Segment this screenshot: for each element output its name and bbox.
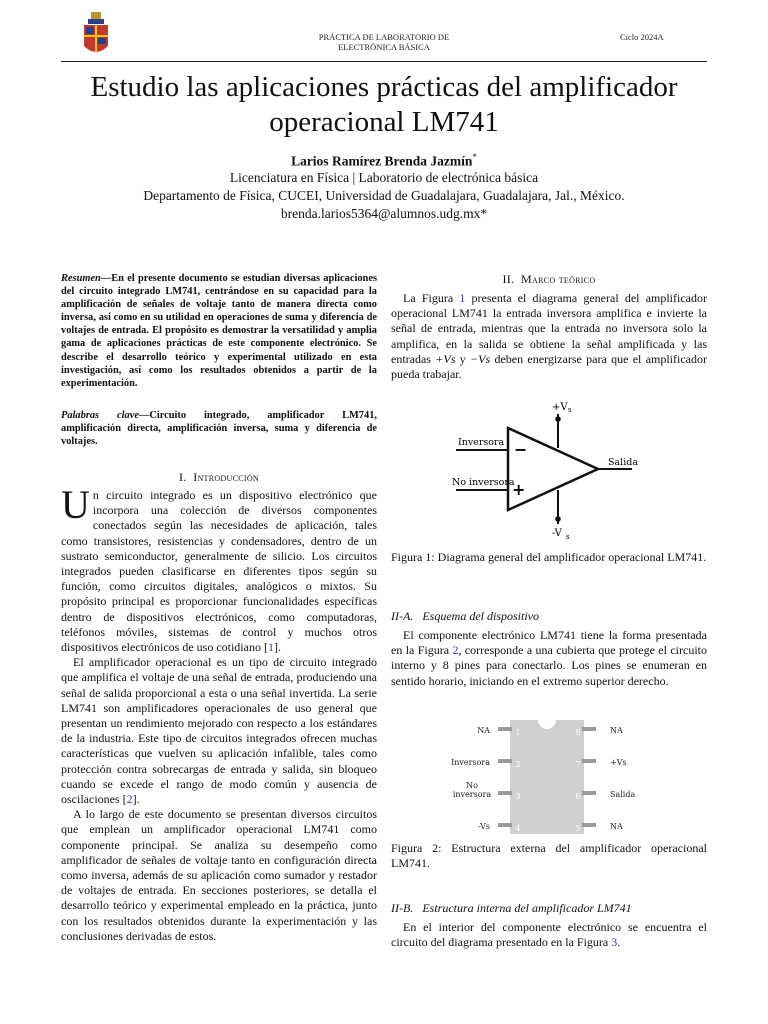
figure-link-1[interactable]: 1 — [459, 291, 466, 305]
theory-p1-c: deben energizarse para que el amplificador pueda trabajar. — [391, 351, 707, 382]
abstract-text: En el presente documento se estudian diversas aplicaciones del circuito integrado LM741, centrándose en su capacidad para la amplificación de señales de voltaje tanto de manera directa como inversa, así como en su utilidad en operaciones de suma y diferencia de voltajes de entrada. El propósito es demostrar la versatilidad y amplia gama de aplicaciones prácticas de este componente electrónico. Se describe el desarrollo teórico y experimental utilizado en esta investigación, así como los resultados obtenidos a partir de la experimentación. — [61, 273, 377, 389]
author-email: brenda.larios5364@alumnos.udg.mx* — [280, 206, 488, 221]
vs-top-subscript: s — [568, 406, 572, 414]
theory-p1-a: La Figura — [403, 291, 460, 305]
pin-label-right-5: NA — [610, 822, 623, 831]
keywords-text: Circuito integrado, amplificador LM741, amplificación directa, amplificación inversa, suma y diferencia de voltajes. — [61, 410, 377, 448]
vs-bottom-subscript: s — [566, 533, 570, 541]
abstract-dash: — — [100, 273, 112, 284]
subsection-a-p-b: , corresponde a una cubierta que protege el circuito interno y 8 pines para conectarlo. Los pines se enumeran en sentido horario, iniciando en el extremo superior derecho. — [391, 643, 707, 688]
pin-number-1: 1 — [515, 728, 521, 737]
pin-1 — [498, 727, 512, 731]
pin-number-8: 8 — [575, 728, 581, 737]
figure-1-caption: Figura 1: Diagrama general del amplificador operacional LM741. — [391, 550, 707, 564]
figure-2-dip-package — [448, 716, 648, 838]
theory-p1-y: y — [455, 351, 471, 366]
intro-paragraph-1 — [61, 482, 377, 655]
university-shield-icon — [82, 12, 110, 60]
pin-number-3: 3 — [515, 792, 521, 801]
pin-4 — [498, 823, 512, 827]
subsection-a-heading — [391, 609, 707, 624]
figure-link-3[interactable]: 3 — [611, 935, 618, 950]
subsection-b-p-b: . — [617, 935, 621, 950]
reference-link-1[interactable]: 1 — [267, 640, 274, 655]
vs-bottom-label: -V — [552, 528, 562, 539]
lab-header-line2: ELECTRÓNICA BÁSICA — [338, 42, 430, 52]
header-rule — [61, 61, 707, 62]
section-heading-intro — [61, 470, 377, 485]
pin-label-left-2: Inversora — [451, 758, 490, 767]
pin-6 — [582, 791, 596, 795]
noninverting-label: No inversora — [452, 477, 515, 488]
pin-number-6: 6 — [575, 792, 581, 801]
vplus-symbol: +Vs — [435, 351, 456, 366]
pin-5 — [582, 823, 596, 827]
pin-label-left-4: -Vs — [477, 822, 490, 831]
pin-label-right-6: Salida — [610, 790, 636, 799]
subsection-b-number: II-B. — [391, 901, 414, 915]
pin-number-2: 2 — [515, 760, 521, 769]
pin-number-5: 5 — [575, 824, 581, 833]
intro-number: I. — [178, 470, 187, 484]
section-heading-theory — [391, 272, 707, 287]
intro-p1-end: ]. — [273, 640, 281, 655]
theory-number: II. — [502, 272, 515, 286]
subsection-a-title: Esquema del dispositivo — [422, 609, 539, 623]
subsection-b-title: Estructura interna del amplificador LM741 — [422, 901, 632, 915]
theory-p1-b: presenta el diagrama general del amplificador operacional LM741 la entrada inversora amplifica e invierte la señal de entrada, mientras que la entrada no inversora solo la amplifica, en la salida se obtiene la señal amplificada y las entradas — [391, 291, 707, 366]
figure-2-caption: Figura 2: Estructura externa del amplificador operacional LM741. — [391, 841, 707, 871]
vs-bottom-node — [555, 516, 561, 522]
subsection-b-p-a: En el interior del componente electrónico se encuentra el circuito del diagrama presentado en la Figura — [391, 920, 707, 950]
chip-body — [510, 720, 584, 834]
pin-label-right-8: NA — [610, 726, 623, 735]
abstract-label: Resumen — [61, 273, 101, 284]
pin-label-left-3-b: inversora — [452, 790, 492, 799]
vs-top-label: +V — [552, 402, 568, 413]
title-line1: Estudio las aplicaciones prácticas del amplificador — [90, 71, 678, 103]
pin-label-right-7: +Vs — [610, 758, 627, 767]
author-department: Departamento de Física, CUCEI, Universidad de Guadalajara, Guadalajara, Jal., México. — [143, 188, 625, 203]
pin-7 — [582, 759, 596, 763]
theory-heading: Marco teórico — [521, 272, 596, 286]
pin-label-left-3-a: No — [466, 781, 478, 790]
subsection-b-heading — [391, 901, 707, 916]
output-label: Salida — [608, 457, 638, 468]
plus-sign: + — [512, 480, 526, 499]
author-mark: * — [472, 152, 477, 162]
subsection-a-number: II-A. — [391, 609, 414, 623]
lab-header-line1: PRÁCTICA DE LABORATORIO DE — [318, 32, 450, 42]
intro-dropcap: U — [61, 482, 90, 527]
title-line2: operacional LM741 — [269, 106, 499, 138]
figure-1-opamp-diagram — [448, 396, 648, 544]
subsection-a-paragraph — [391, 628, 707, 689]
cycle-label: Ciclo 2024A — [620, 32, 664, 42]
intro-paragraph-3: A lo largo de este documento se presentan diversos circuitos que emplean un amplificador operacional LM741 como componente principal. Se analiza su desempeño como amplificador de señales de voltaje tanto en configuración directa como inversa, además de su aplicación como sumador y restador de voltajes de entrada. En secciones posteriores, se detalla el desarrollo teórico y experimental empleado en la práctica, junto con los resultados obtenidos durante la experimentación y las conclusiones derivadas de estos. — [61, 807, 377, 943]
intro-paragraph-2 — [61, 655, 377, 807]
intro-p2-text: El amplificador operacional es un tipo de circuito integrado que amplifica el voltaje de una señal de entrada, produciendo una señal de salida proporcional a esta o una señal invertida. La serie LM741 son amplificadores operacionales de uso general que presentan un rendimiento mejorado con respecto a los estándares de la industria. Este tipo de circuitos integrados ofrecen muchas características que vuelven su aplicación infalible, tales como protección contra sobrecargas de entrada y salida, sin bloqueo cuando se excede el rango de modo común y ausencia de oscilaciones [ — [61, 655, 377, 807]
vs-top-node — [555, 416, 561, 422]
paper-title — [40, 70, 728, 140]
theory-paragraph — [391, 291, 707, 382]
lab-header — [284, 32, 484, 52]
author-program: Licenciatura en Física | Laboratorio de electrónica básica — [229, 170, 539, 185]
pin-number-7: 7 — [575, 760, 581, 769]
intro-p2-end: ]. — [132, 792, 140, 807]
vminus-symbol: −Vs — [470, 351, 491, 366]
figure-link-2[interactable]: 2 — [452, 643, 459, 658]
inverting-label: Inversora — [458, 437, 505, 448]
keywords — [61, 409, 377, 448]
subsection-a-p-a: El componente electrónico LM741 tiene la forma presentada en la Figura — [391, 628, 707, 658]
intro-body — [61, 482, 377, 944]
pin-3 — [498, 791, 512, 795]
keywords-label: Palabras clave — [61, 410, 139, 421]
abstract — [61, 272, 377, 390]
intro-p1-text: n circuito integrado es un dispositivo electrónico que incorpora una colección de diversos componentes conectados según las necesidades de aplicación, tales como transistores, resistencias y condensadores, dentro de un sustrato semiconductor, generalmente de silicio. Los circuitos integrados pueden clasificarse en diferentes tipos según su función, como circuitos digitales, analógicos o mixtos. Su propósito principal es proporcionar funcionalidades específicas dentro de dispositivos electrónicos, como computadoras, teléfonos móviles, sistemas de control y muchos otros dispositivos electrónicos de uso cotidiano [ — [61, 488, 377, 655]
reference-link-2[interactable]: 2 — [126, 792, 133, 807]
keywords-dash: — — [138, 410, 150, 421]
pin-number-4: 4 — [515, 824, 521, 833]
author-name — [40, 152, 728, 170]
minus-sign: − — [514, 440, 528, 459]
pin-label-left-1: NA — [477, 726, 490, 735]
pin-8 — [582, 727, 596, 731]
subsection-b-paragraph — [391, 920, 707, 950]
pin-2 — [498, 759, 512, 763]
author-name-text: Larios Ramírez Brenda Jazmín — [291, 153, 473, 169]
intro-heading: Introducción — [193, 470, 260, 484]
